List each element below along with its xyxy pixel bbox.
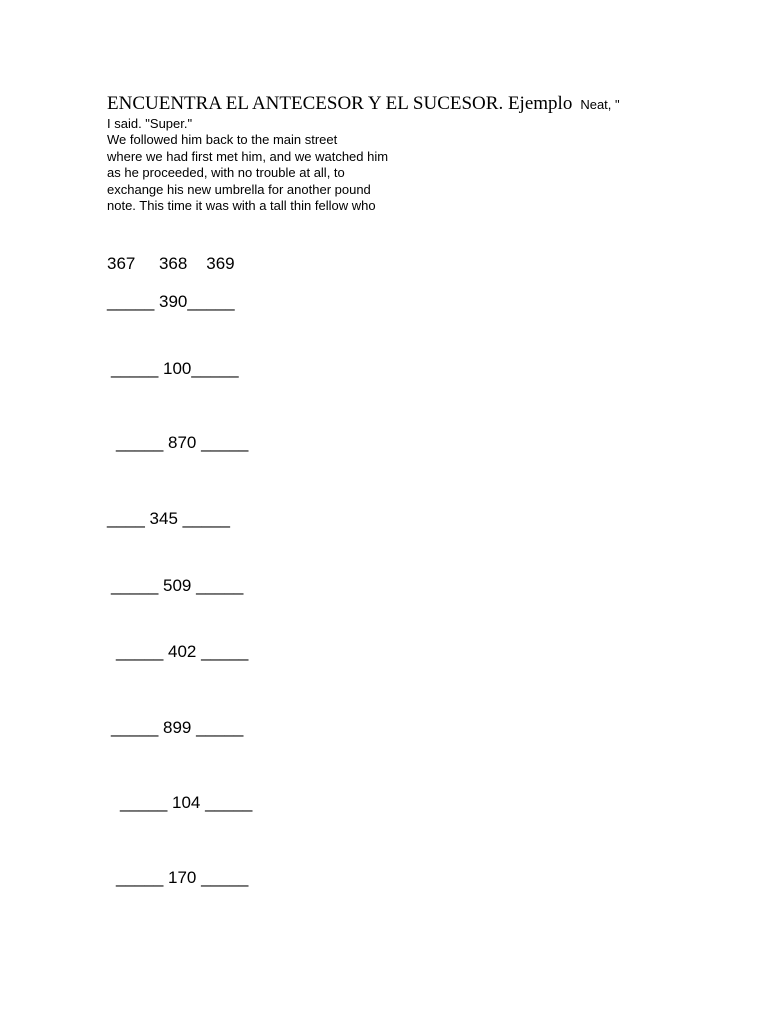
exercise-line: _____ 390_____ [107, 292, 235, 311]
exercise-line: _____ 104 _____ [120, 793, 253, 812]
worksheet-heading [107, 93, 620, 116]
exercise-line: ____ 345 _____ [107, 509, 230, 528]
body-paragraph: I said. "Super." We followed him back to the main street where we had first met him, and we watched him as he proceeded, with no trouble at all, to exchange his new umbrella for another pound note. This time it was with a tall thin fellow who [107, 116, 389, 214]
worksheet-title: ENCUENTRA EL ANTECESOR Y EL SUCESOR. Ejemplo [107, 93, 573, 114]
heading-trailing-text: Neat, " [580, 97, 620, 112]
exercise-line: _____ 870 _____ [116, 433, 249, 452]
exercise-line: _____ 509 _____ [111, 576, 244, 595]
exercise-line: _____ 899 _____ [111, 718, 244, 737]
exercise-line: _____ 170 _____ [116, 868, 249, 887]
exercise-line: _____ 402 _____ [116, 642, 249, 661]
exercise-line: _____ 100_____ [111, 359, 239, 378]
example-sequence: 367 368 369 [107, 254, 235, 273]
